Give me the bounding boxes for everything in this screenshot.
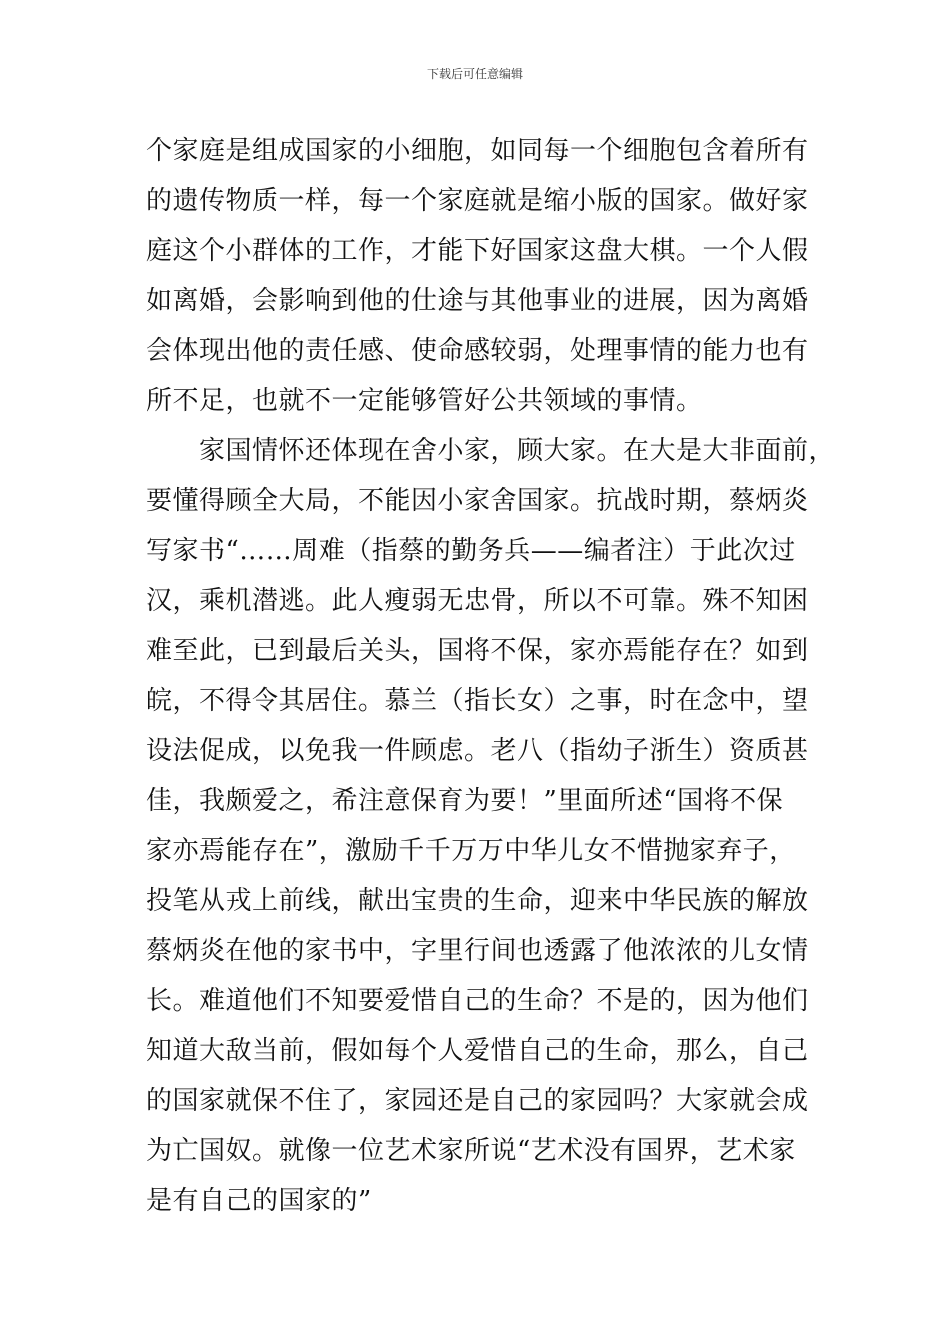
text-line: 会体现出他的责任感、使命感较弱，处理事情的能力也有 (146, 336, 809, 366)
text-line: 知道大敌当前，假如每个人爱惜自己的生命，那么，自己 (146, 1036, 809, 1066)
text-line: 家亦焉能存在”，激励千千万万中华儿女不惜抛家弃子， (146, 836, 796, 866)
text-line: 要懂得顾全大局，不能因小家舍国家。抗战时期，蔡炳炎 (146, 486, 809, 516)
text-line: 所不足，也就不一定能够管好公共领域的事情。 (146, 386, 703, 416)
text-line: 汉，乘机潜逃。此人瘦弱无忠骨，所以不可靠。殊不知困 (146, 586, 809, 616)
page-header: 下载后可任意编辑 (426, 67, 523, 81)
text-line: 庭这个小群体的工作，才能下好国家这盘大棋。一个人假 (146, 236, 809, 266)
text-line: 的国家就保不住了，家园还是自己的家园吗？大家就会成 (146, 1086, 809, 1116)
text-line: 佳，我颇爱之，希注意保育为要！”里面所述“国将不保 (146, 786, 784, 816)
text-line: 皖，不得令其居住。慕兰（指长女）之事，时在念中，望 (146, 686, 809, 716)
text-line: 投笔从戎上前线，献出宝贵的生命，迎来中华民族的解放 (146, 886, 809, 916)
text-line: 难至此，已到最后关头，国将不保，家亦焉能存在？如到 (146, 636, 809, 666)
document-body (146, 126, 836, 1226)
text-line: 的遗传物质一样，每一个家庭就是缩小版的国家。做好家 (146, 186, 809, 216)
text-line: 长。难道他们不知要爱惜自己的生命？不是的，因为他们 (146, 986, 809, 1016)
text-line: 蔡炳炎在他的家书中，字里行间也透露了他浓浓的儿女情 (146, 936, 809, 966)
text-line: 写家书“……周难（指蔡的勤务兵——编者注）于此次过 (146, 536, 796, 566)
text-line: 个家庭是组成国家的小细胞，如同每一个细胞包含着所有 (146, 136, 809, 166)
text-line: 设法促成，以免我一件顾虑。老八（指幼子浙生）资质甚 (146, 736, 809, 766)
text-line: 如离婚，会影响到他的仕途与其他事业的进展，因为离婚 (146, 286, 809, 316)
text-line: 是有自己的国家的” (146, 1186, 372, 1216)
text-line: 家国情怀还体现在舍小家，顾大家。在大是大非面前， (146, 436, 836, 466)
text-line: 为亡国奴。就像一位艺术家所说“艺术没有国界，艺术家 (146, 1136, 796, 1166)
